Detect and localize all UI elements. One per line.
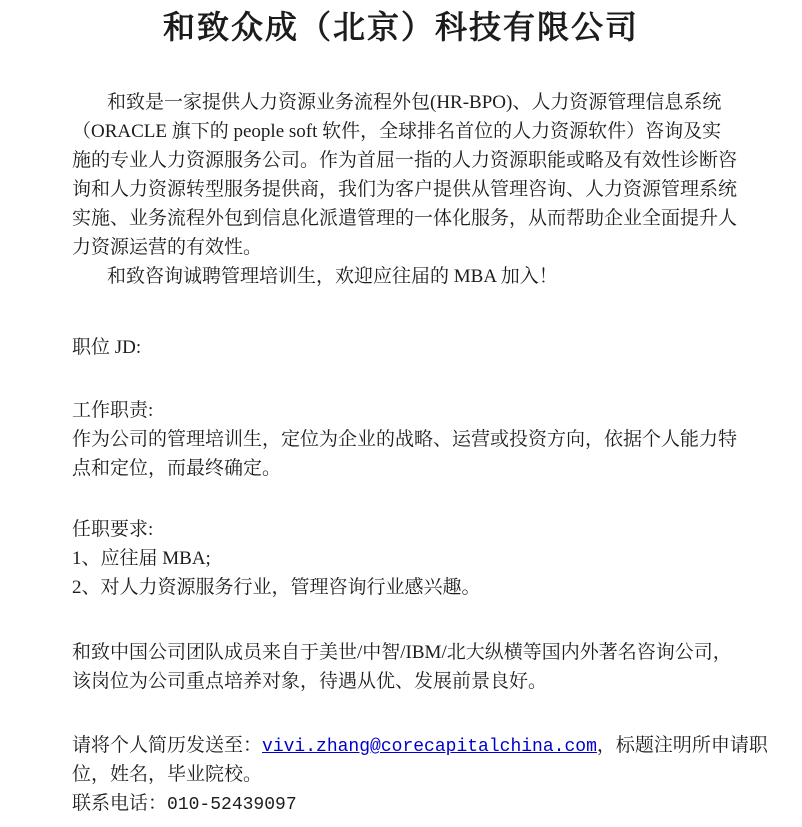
team-line: 和致中国公司团队成员来自于美世/中智/IBM/北大纵横等国内外著名咨询公司， [72, 642, 732, 663]
phone-label: 联系电话： [72, 793, 168, 814]
resume-prefix: 请将个人简历发送至： [72, 735, 263, 756]
document-body [0, 88, 802, 818]
team-line: 该岗位为公司重点培养对象，待遇从优、发展前景良好。 [72, 671, 548, 692]
requirement-item: 2、对人力资源服务行业，管理咨询行业感兴趣。 [72, 577, 481, 598]
requirement-item: 1、应往届 MBA; [72, 548, 211, 569]
resume-line [72, 731, 768, 760]
jd-heading: 职位 JD: [72, 337, 142, 358]
duties-line: 点和定位，而最终确定。 [72, 458, 282, 479]
requirements-section [72, 515, 736, 602]
email-link[interactable]: vivi.zhang@corecapitalchina.com [262, 737, 597, 757]
intro-line: 力资源运营的有效性。 [72, 237, 263, 258]
resume-suffix: ，标题注明所申请职 [596, 735, 768, 756]
intro-line: 询和人力资源转型服务提供商，我们为客户提供从管理咨询、人力资源管理系统 [72, 179, 738, 200]
intro-line: 和致是一家提供人力资源业务流程外包(HR-BPO)、人力资源管理信息系统 [107, 92, 722, 113]
duties-line: 作为公司的管理培训生，定位为企业的战略、运营或投资方向，依据个人能力特 [72, 429, 738, 450]
resume-line-2: 位，姓名，毕业院校。 [72, 764, 263, 785]
contact-section [72, 731, 768, 818]
intro-line: （ORACLE 旗下的 people soft 软件，全球排名首位的人力资源软件）咨询及实 [72, 121, 722, 142]
duties-section [72, 396, 736, 483]
recruit-line: 和致咨询诚聘管理培训生，欢迎应往届的 MBA 加入！ [107, 266, 558, 287]
intro-paragraph [72, 88, 736, 291]
duties-heading: 工作职责: [72, 400, 154, 421]
team-paragraph [72, 638, 736, 696]
jd-section [72, 333, 736, 362]
requirements-heading: 任职要求: [72, 519, 154, 540]
company-title: 和致众成（北京）科技有限公司 [162, 9, 639, 45]
phone-line [72, 789, 736, 818]
intro-line: 施的专业人力资源服务公司。作为首屈一指的人力资源职能或略及有效性诊断咨 [72, 150, 738, 171]
intro-line: 实施、业务流程外包到信息化派遣管理的一体化服务，从而帮助企业全面提升人 [72, 208, 738, 229]
phone-number: 010-52439097 [167, 795, 297, 815]
